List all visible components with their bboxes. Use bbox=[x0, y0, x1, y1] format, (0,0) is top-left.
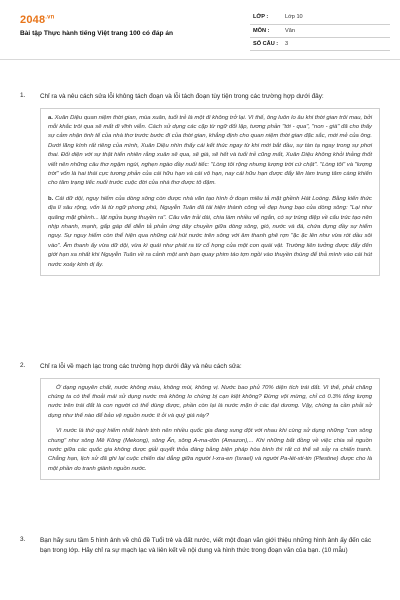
excerpt-box bbox=[40, 108, 380, 277]
question-number: 3. bbox=[20, 536, 26, 543]
excerpt-a-text: Xuân Diệu quan niệm thời gian, mùa xuân, tuổi trẻ là một đi không trở lại. Vì thế, ông luôn lo âu khi thời gian trôi mau, bởi mỗi khắc trôi qua sẽ mất đi vĩnh viễn. Cách sử dụng các cặp từ ngữ đối lập, tương phản "tới - qua", "non - già" đã cho thấy sự cảm nhận tinh tế của nhà thơ trước bước đi của thời gian, khẳng định cho quan niệm thời gian đặc sắc, mới mẻ của ông. Dưới lăng kính rất riêng của mình, Xuân Diệu nhìn thấy cái kết thúc ngay từ khi mới bắt đầu, sự tàn tạ ngay trong sự phơi thai. Đối diện với sự thật hiển nhiên rằng xuân sẽ qua, sẽ già, sẽ hết và tuổi trẻ cũng mất, Xuân Diệu không khỏi thảng thốt viết nên những câu thơ ngậm ngùi, nghẹn ngào đầy nuối tiếc: "Lòng tôi rộng nhưng lượng trời cứ chật". "Lòng tôi" và "lượng trời" vốn là hai thái cực tương phản của cái hữu hạn và cái vô hạn, nay cái hữu hạn được đẩy lên làm trung tâm càng khiến cho tâm trạng tiếc nuối trước cuộc đời của nhà thơ được tô đậm. bbox=[48, 114, 373, 187]
document-title: Bài tập Thực hành tiếng Việt trang 100 có đáp án bbox=[20, 30, 174, 37]
question-number: 2. bbox=[20, 362, 26, 369]
excerpt-a bbox=[48, 114, 372, 189]
meta-row-count bbox=[250, 37, 390, 50]
question-2 bbox=[20, 362, 380, 480]
question-1 bbox=[20, 92, 380, 276]
question-body bbox=[40, 536, 380, 555]
question-body bbox=[40, 92, 380, 276]
excerpt-b bbox=[48, 195, 372, 270]
question-prompt: Chỉ ra và nêu cách sửa lỗi không tách đoạn và lỗi tách đoạn tùy tiện trong các trường hợp dưới đây: bbox=[40, 93, 324, 100]
question-3 bbox=[20, 536, 380, 555]
question-prompt: Bạn hãy sưu tầm 5 hình ảnh về chủ đề Tuổi trẻ và đất nước, viết một đoạn văn giới thiệu những hình ảnh ấy đến các bạn trong lớp. Hãy chỉ ra sự mạch lạc và liên kết về nội dung và hình thức trong đoạn văn của bạn. (10 mẫu) bbox=[40, 537, 372, 554]
brand-tld: .vn bbox=[45, 14, 55, 21]
meta-row-class bbox=[250, 11, 390, 24]
site-logo[interactable] bbox=[20, 14, 55, 26]
meta-value: Văn bbox=[282, 24, 390, 37]
excerpt-b-label: b. bbox=[48, 195, 54, 202]
excerpt-box bbox=[40, 378, 380, 481]
question-prompt: Chỉ ra lỗi về mạch lạc trong các trường hợp dưới đây và nêu cách sửa: bbox=[40, 363, 242, 370]
question-body bbox=[40, 362, 380, 480]
excerpt-paragraph-2: Vì nước là thứ quý hiếm nhất hành tinh nên nhiều quốc gia đang xung đột với nhau khi cùng sử dụng những "con sông chung" như sông Mê Kông (Mekong), sông Ấn, sông A-ma-dôn (Amazon),... Khi những bất đồng về việc chia sẻ nguồn nước giữa các quốc gia không được giải quyết thỏa đáng bằng biện pháp hòa bình thì rất có thể sẽ xảy ra chiến tranh. Chẳng hạn, lịch sử đã ghi lại cuộc chiến dai dẳng giữa người I-xra-en (Israel) và người Pa-lét-xti-tin (Plestine) được cho là một phần do tranh giành nguồn nước. bbox=[48, 428, 372, 472]
meta-value: 3 bbox=[282, 37, 390, 50]
meta-value: Lớp 10 bbox=[282, 11, 390, 24]
meta-table bbox=[250, 11, 390, 51]
excerpt-b-text: Cái dữ dội, nguy hiểm của dòng sông còn được nhà văn tạo hình ở đoạn miêu tả mặt ghềnh Hát Loóng. Bằng kiến thức địa lí sâu rộng, vốn lá từ ngữ phong phú, Nguyễn Tuân đã tái hiện thành công vẻ đẹp hung bạo của dòng sông: "Lại như quãng mặt ghềnh... lật ngửa bụng thuyền ra". Câu văn trải dài, chia làm nhiều vế ngắn, có sự trùng điệp về cấu trúc tạo nên nhịp nhanh, mạnh, gấp gáp để diễn tả phản ứng dây chuyền giữa dòng sông, gió, nước và đá, chứa đựng đầy sự hiểm nguy. Sự nguy hiểm còn thể hiện qua những cái hút nước trên sông với âm thanh ghê rợn "ặc ặc lên như vừa rót dầu sôi vào". Âm thanh ấy vừa dữ dội, vừa kì quái như phát ra từ cổ họng của một con quái vật. Trường liên tưởng được đẩy đến giới hạn xa nhất khi Nguyễn Tuân về ra cảnh một anh bạn quay phim táo tợn ngồi vào thuyền thúng để thả mình vào cái hút nước xoáy kinh dị ấy. bbox=[48, 195, 373, 268]
brand-name: 2048 bbox=[20, 14, 46, 26]
meta-label: LỚP : bbox=[250, 11, 282, 24]
meta-label: MÔN : bbox=[250, 24, 282, 37]
excerpt-paragraph-1: Ở dạng nguyên chất, nước không màu, không mùi, không vị. Nước bao phủ 70% diện tích trái đất. Vì thế, phải chăng chúng ta có thể thoải mái sử dụng nước mà không lo chúng bị cạn kiệt không? Đừng vội mừng, chỉ có 0.3% tổng lượng nước trên trái đất là con người có thể dùng được, phần còn lại là nước mặn ở các đại dương. Vậy, chúng ta cần phải sử dụng như thế nào để bảo vệ nguồn nước ít ỏi và quý giá này? bbox=[48, 384, 372, 419]
document-header bbox=[0, 0, 400, 60]
meta-row-subject bbox=[250, 24, 390, 37]
excerpt-a-label: a. bbox=[48, 114, 53, 121]
meta-label: SỐ CÂU : bbox=[250, 37, 282, 50]
question-number: 1. bbox=[20, 92, 26, 99]
